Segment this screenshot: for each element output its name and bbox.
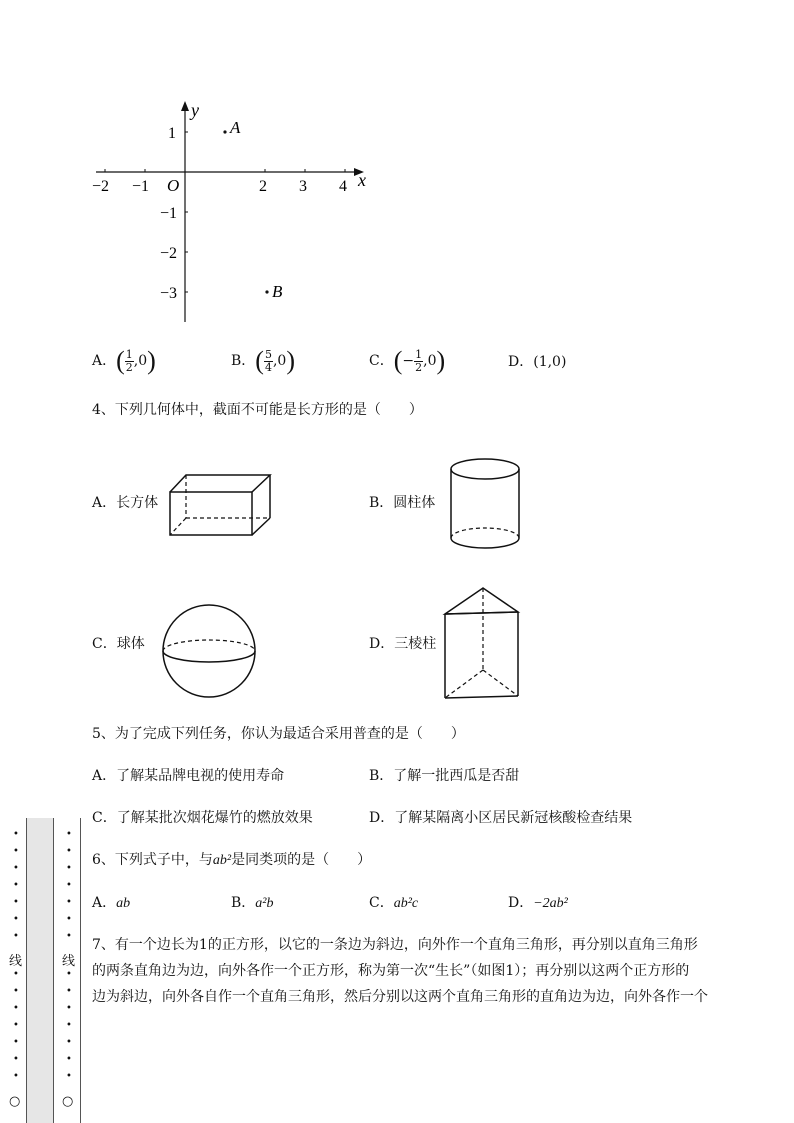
q6-option-d: D．−2ab² xyxy=(508,895,568,911)
binder-dots-inner-bottom: • • • • • • • xyxy=(66,969,72,1082)
q6-option-b: B．a²b xyxy=(231,895,274,911)
q5-stem: 5、为了完成下列任务，你认为最适合采用普查的是（ ） xyxy=(92,726,465,742)
binder-dots-outer-bottom: • • • • • • • xyxy=(13,969,19,1082)
q3-option-b: B．( $\frac{5}{4}$ ,0) xyxy=(231,346,295,375)
x-tick-label: 4 xyxy=(339,178,347,195)
q5-option-b: B．了解一批西瓜是否甜 xyxy=(369,768,520,784)
q7-line-3: 边为斜边，向外各自作一个直角三角形，然后分别以这两个直角三角形的直角边为边，向外各作一个 xyxy=(92,989,708,1005)
binder-circle-outer: ○ xyxy=(9,1094,21,1109)
x-tick-label: −1 xyxy=(132,178,150,195)
q3-option-c: C．(− $\frac{1}{2}$ ,0) xyxy=(369,346,446,375)
coordinate-figure xyxy=(88,96,388,328)
binder-circle-inner: ○ xyxy=(62,1094,74,1109)
q6-option-c: C．ab²c xyxy=(369,895,419,911)
point-a-label: A xyxy=(230,118,241,137)
q7-paragraph xyxy=(92,932,752,1010)
q5-option-c: C．了解某批次烟花爆竹的燃放效果 xyxy=(92,810,313,826)
x-tick-label: 3 xyxy=(299,178,307,195)
y-tick-label: −1 xyxy=(160,205,178,222)
q7-line-2: 的两条直角边为边，向外各作一个正方形，称为第一次“生长”（如图1）；再分别以这两个正方形的 xyxy=(92,963,690,979)
q4-option-c: C．球体 xyxy=(92,636,145,652)
q5-option-d: D．了解某隔离小区居民新冠核酸检查结果 xyxy=(369,810,633,826)
q3-option-d: D．(1,0) xyxy=(508,354,567,370)
origin-label: O xyxy=(167,176,180,195)
cuboid-figure xyxy=(166,470,276,540)
y-tick-label: 1 xyxy=(168,125,176,142)
point-a xyxy=(223,130,226,133)
y-axis-arrow xyxy=(181,101,189,111)
q4-stem: 4、下列几何体中，截面不可能是长方形的是（ ） xyxy=(92,402,423,418)
sphere-figure xyxy=(160,602,260,702)
point-b xyxy=(265,290,268,293)
q3-option-a: A．( $\frac{1}{2}$ ,0) xyxy=(92,346,156,375)
q4-option-b: B．圆柱体 xyxy=(369,495,436,511)
binder-char-outer: 线 xyxy=(9,954,23,969)
triangular-prism-figure xyxy=(440,584,524,702)
x-axis-label: x xyxy=(358,170,366,190)
q4-option-d: D．三棱柱 xyxy=(369,636,437,652)
q5-option-a: A．了解某品牌电视的使用寿命 xyxy=(92,768,285,784)
binder-dots-outer-top: • • • • • • • xyxy=(13,829,19,942)
cylinder-figure xyxy=(446,456,526,552)
x-tick-label: −2 xyxy=(92,178,110,195)
binding-strip xyxy=(26,818,54,1123)
q7-line-1: 7、有一个边长为1的正方形，以它的一条边为斜边，向外作一个直角三角形，再分别以直角三角形 xyxy=(92,937,698,953)
y-tick-label: −3 xyxy=(160,285,178,302)
q6-stem-math: ab² xyxy=(212,853,232,868)
point-b-label: B xyxy=(272,282,283,301)
y-tick-label: −2 xyxy=(160,245,178,262)
y-axis-label: y xyxy=(191,100,199,120)
x-tick-label: 2 xyxy=(259,178,267,195)
q4-option-a: A．长方体 xyxy=(92,495,159,511)
q6-option-a: A．ab xyxy=(92,895,131,911)
binder-char-inner: 线 xyxy=(62,954,76,969)
q6-stem: 6、下列式子中，与ab²是同类项的是（ ） xyxy=(92,852,372,868)
binding-line xyxy=(80,818,81,1123)
binder-dots-inner-top: • • • • • • • xyxy=(66,829,72,942)
